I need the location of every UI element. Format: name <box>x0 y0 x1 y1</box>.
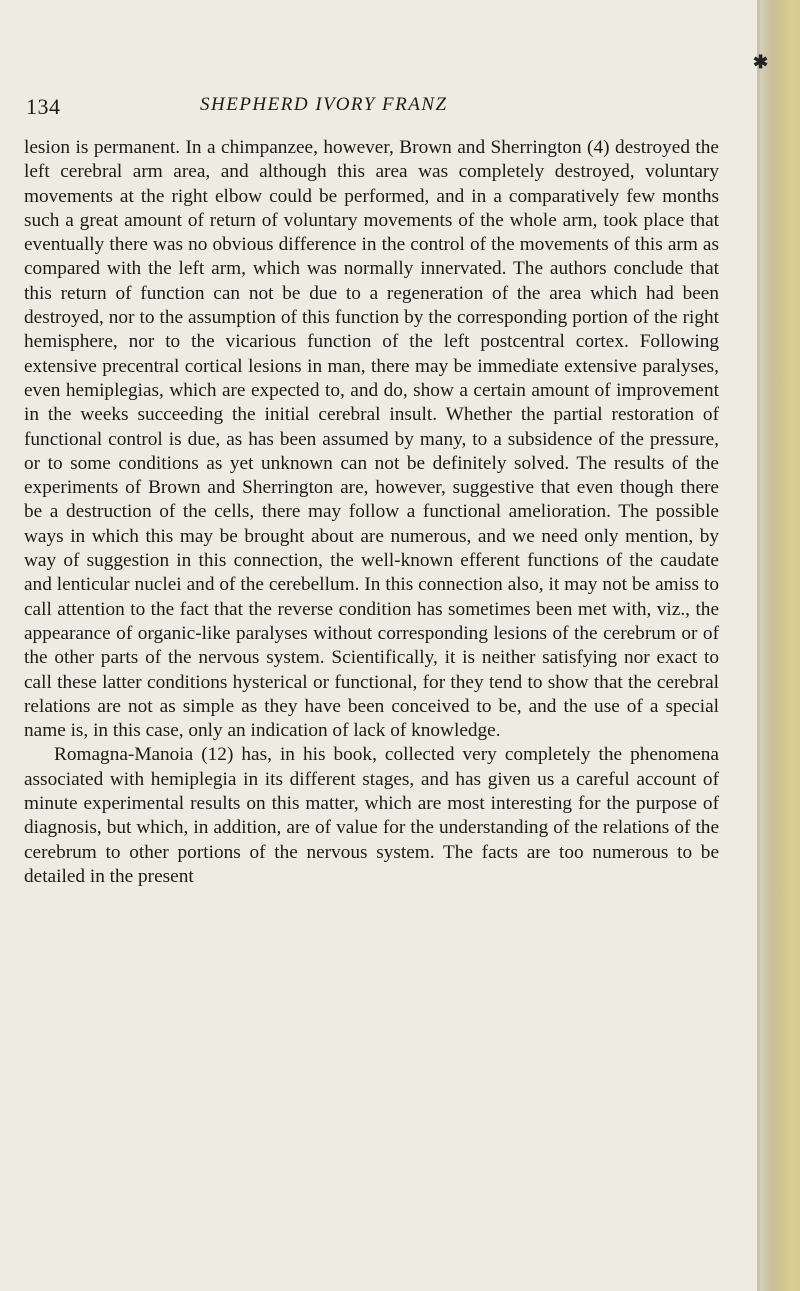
running-head: SHEPHERD IVORY FRANZ <box>200 94 448 115</box>
scan-edge-shadow <box>757 0 760 1291</box>
scan-page-edge <box>758 0 800 1291</box>
page-number: 134 <box>26 94 61 119</box>
corner-mark: ✱ <box>753 52 769 72</box>
page-header <box>26 94 726 124</box>
body-text <box>24 136 719 889</box>
paragraph-2: Romagna-Manoia (12) has, in his book, collected very completely the phenomena associated with hemiplegia in its different stages, and has given us a careful account of minute experimental results on this matter, which are most interesting for the purpose of diagnosis, but which, in addition, are of value for the understanding of the relations of the cerebrum to other portions of the nervous system. The facts are too numerous to be detailed in the present <box>24 744 719 887</box>
paragraph-1: lesion is permanent. In a chimpanzee, however, Brown and Sherrington (4) destroyed the left cerebral arm area, and although this area was completely destroyed, voluntary movements at the right elbow could be performed, and in a comparatively few months such a great amount of return of voluntary movements of the whole arm, took place that eventually there was no obvious difference in the control of the movements of this arm as compared with the left arm, which was normally innervated. The authors conclude that this return of function can not be due to a regeneration of the area which had been destroyed, nor to the assumption of this function by the corresponding portion of the right hemisphere, nor to the vicarious function of the left postcentral cortex. Following extensive precentral cortical lesions in man, there may be immediate extensive paralyses, even hemiplegias, which are expected to, and do, show a certain amount of improvement in the weeks succeeding the initial cerebral insult. Whether the partial restoration of functional control is due, as has been assumed by many, to a subsidence of the pressure, or to some conditions as yet unknown can not be definitely solved. The results of the experiments of Brown and Sherrington are, however, suggestive that even though there be a destruction of the cells, there may follow a functional amelioration. The possible ways in which this may be brought about are numerous, and we need only mention, by way of suggestion in this connection, the well-known efferent functions of the caudate and lenticular nuclei and of the cerebellum. In this connection also, it may not be amiss to call attention to the fact that the reverse condition has sometimes been met with, viz., the appearance of organic-like paralyses without corresponding lesions of the cerebrum or of the other parts of the nervous system. Scientifically, it is neither satisfying nor exact to call these latter conditions hysterical or functional, for they tend to show that the cerebral relations are not as simple as they have been conceived to be, and the use of a special name is, in this case, only an indication of lack of knowledge. <box>24 137 719 742</box>
